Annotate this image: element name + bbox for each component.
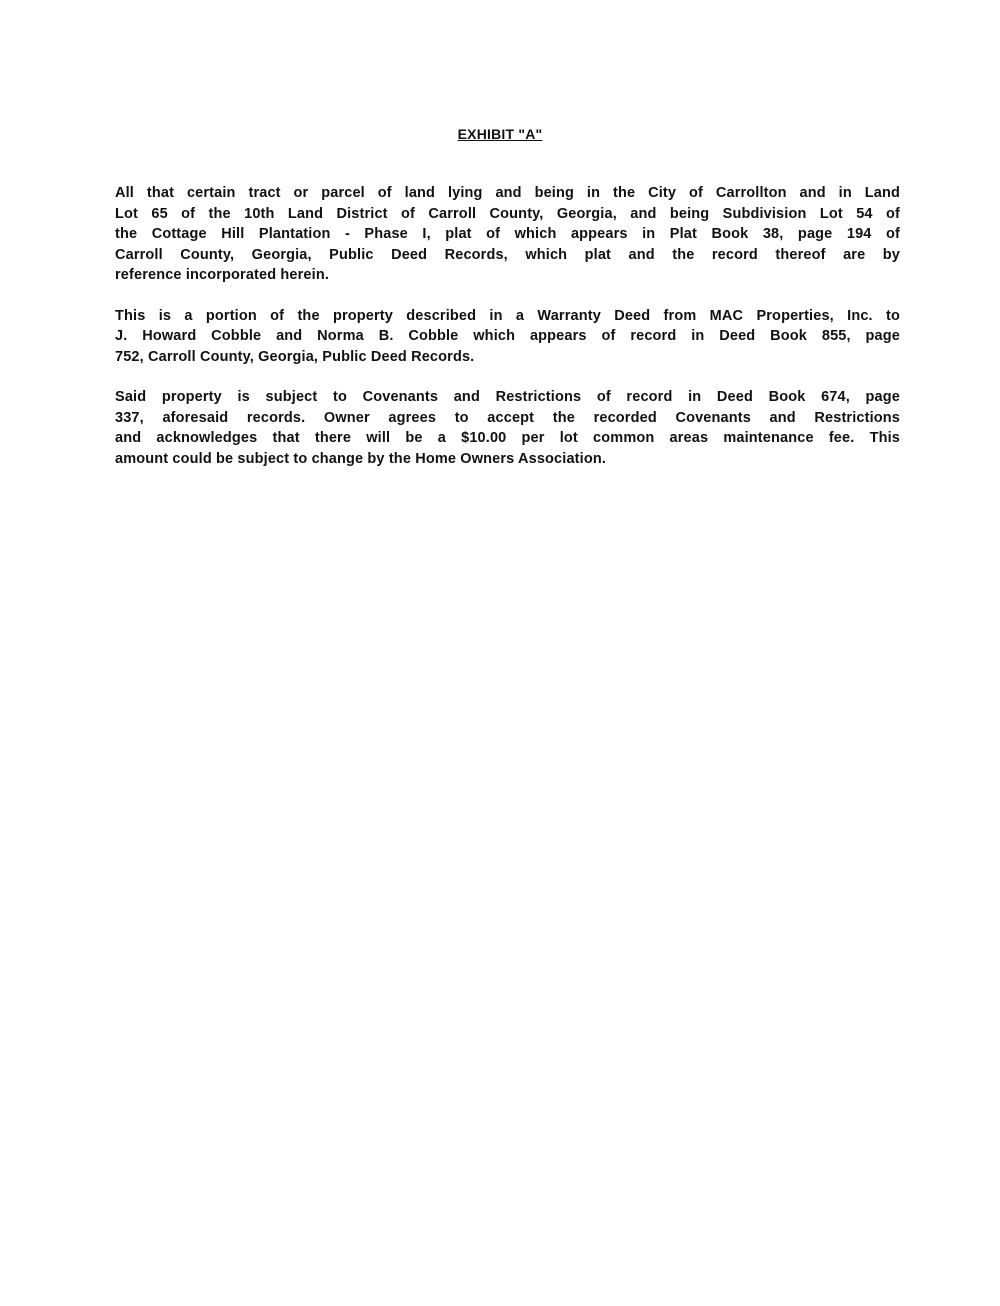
text-line: Carroll County, Georgia, Public Deed Records, which plat and the record thereof are by	[115, 246, 900, 263]
text-line: the Cottage Hill Plantation - Phase I, plat of which appears in Plat Book 38, page 194 of	[115, 226, 900, 242]
paragraph-warranty-deed	[115, 306, 900, 368]
text-line: and acknowledges that there will be a $10.00 per lot common areas maintenance fee. This	[115, 430, 900, 446]
paragraph-covenants	[115, 387, 900, 469]
text-line: All that certain tract or parcel of land lying and being in the City of Carrollton and in Land	[115, 185, 900, 201]
text-line: Lot 65 of the 10th Land District of Carroll County, Georgia, and being Subdivision Lot 54 of	[115, 205, 900, 222]
text-line: J. Howard Cobble and Norma B. Cobble which appears of record in Deed Book 855, page	[115, 328, 900, 344]
paragraph-land-description	[115, 183, 900, 286]
legal-description	[115, 183, 900, 489]
text-line: reference incorporated herein.	[115, 267, 330, 283]
text-line: amount could be subject to change by the Home Owners Association.	[115, 450, 607, 467]
exhibit-title: EXHIBIT "A"	[457, 126, 543, 142]
text-line: This is a portion of the property described in a Warranty Deed from MAC Properties, Inc. to	[115, 307, 900, 324]
text-line: 337, aforesaid records. Owner agrees to accept the recorded Covenants and Restrictions	[115, 409, 900, 426]
text-line: 752, Carroll County, Georgia, Public Deed Records.	[115, 348, 475, 365]
text-line: Said property is subject to Covenants and Restrictions of record in Deed Book 674, page	[115, 389, 900, 405]
